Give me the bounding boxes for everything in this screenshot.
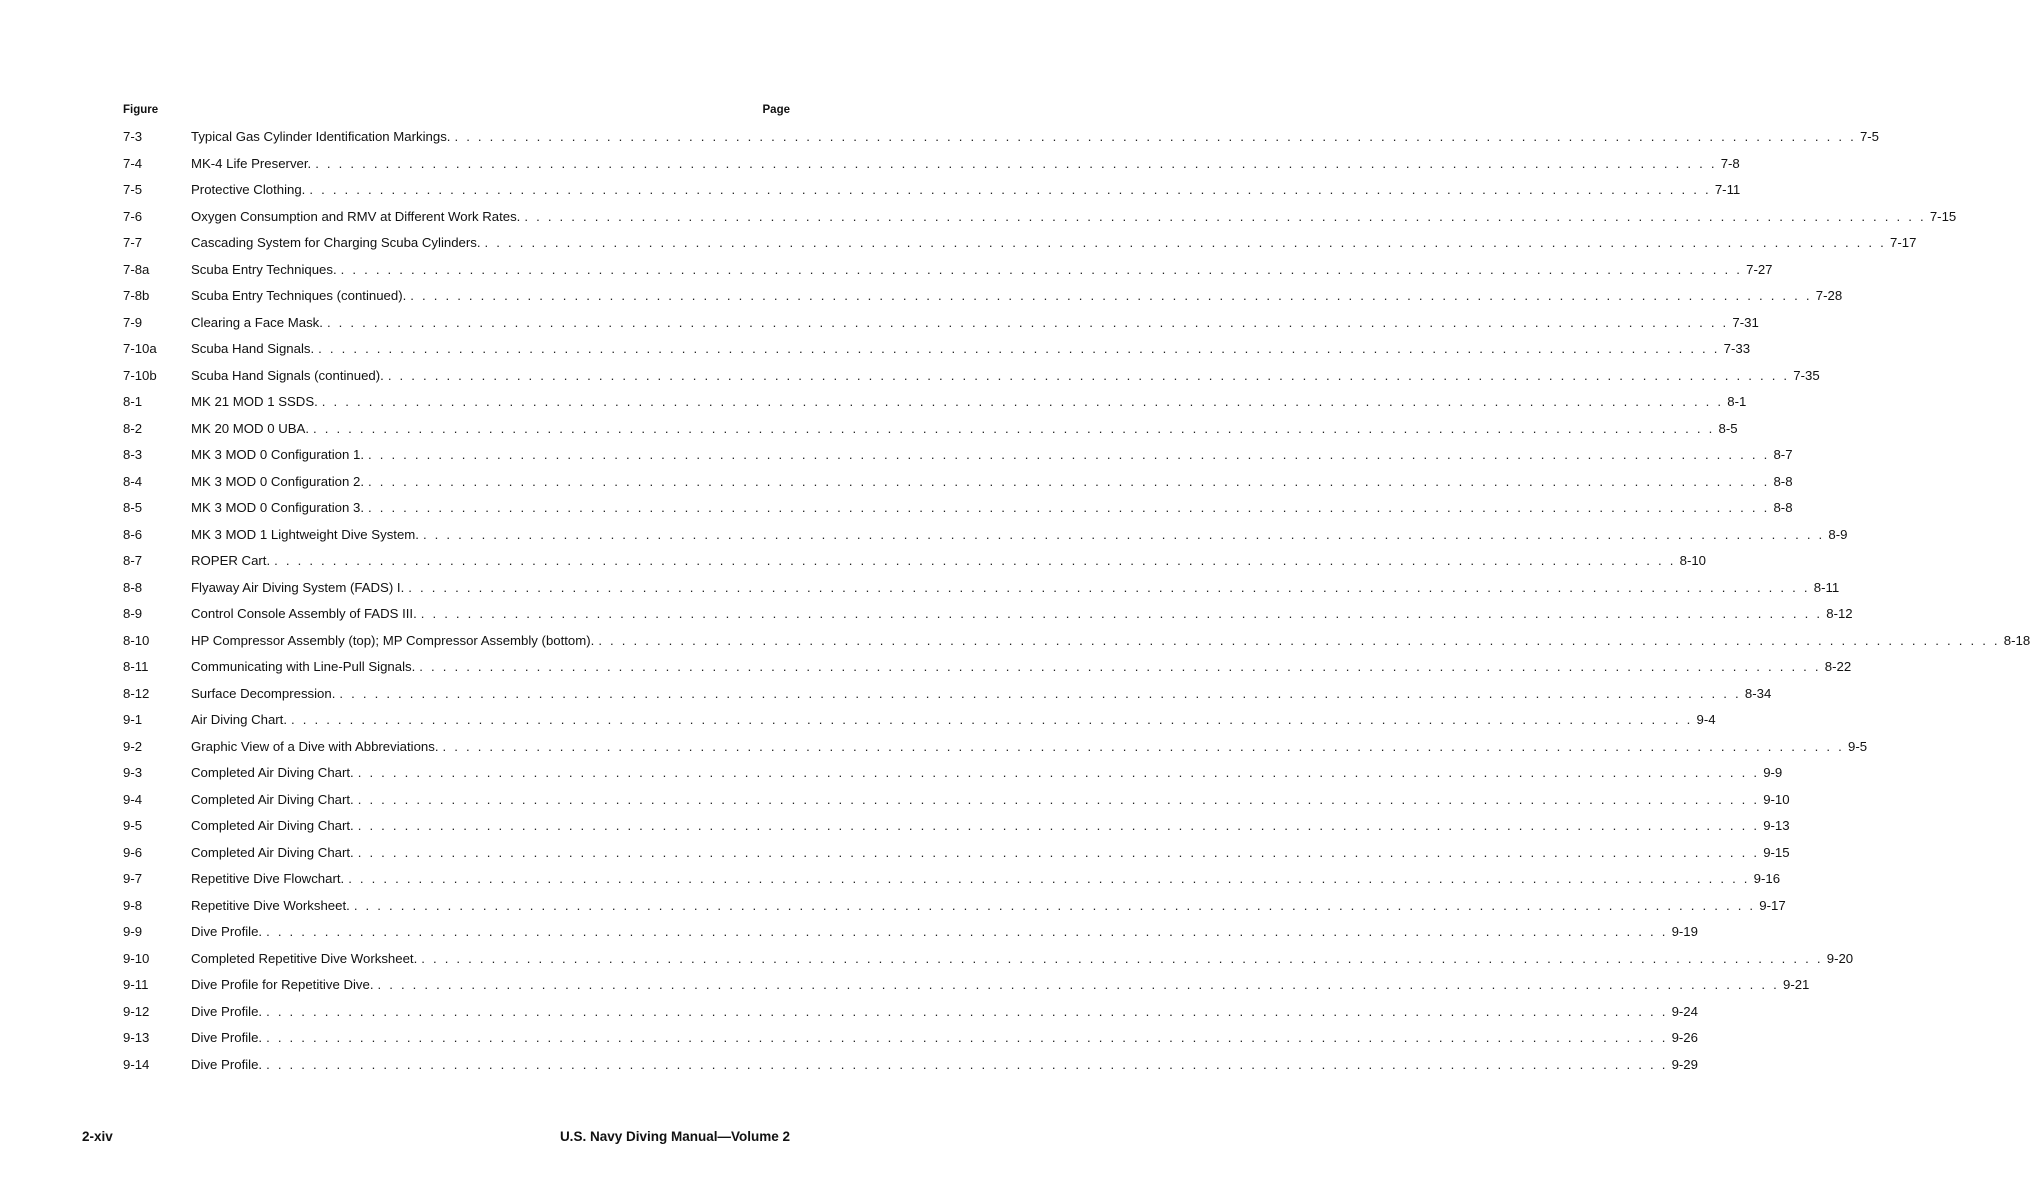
figure-column-header: Figure bbox=[123, 104, 159, 116]
figure-number: 8-8 bbox=[123, 579, 143, 595]
figure-page-number: 8-5 bbox=[1718, 420, 1738, 436]
figure-title: Dive Profile for Repetitive Dive. bbox=[191, 977, 374, 992]
dot-leader: . . . . . . . . . . . . . . . . . . . . . . . . . . . . . . . . . . . . . . . . . . . . . . . . . . . . . . . . . . . . . . . . . . . . . . . . . . . . . . . . . . . . . . . . . . . . . . . . . . . . . . . . . . . . . . . . . . . . . . . . bbox=[321, 394, 1724, 409]
dot-leader: . . . . . . . . . . . . . . . . . . . . . . . . . . . . . . . . . . . . . . . . . . . . . . . . . . . . . . . . . . . . . . . . . . . . . . . . . . . . . . . . . . . . . . . . . . . . . . . . . . . . . . . . . . . . . . . . . . . . . . . . bbox=[357, 765, 1760, 780]
figure-title: Typical Gas Cylinder Identification Markings. bbox=[191, 129, 451, 144]
list-item bbox=[123, 182, 1741, 209]
dot-leader: . . . . . . . . . . . . . . . . . . . . . . . . . . . . . . . . . . . . . . . . . . . . . . . . . . . . . . . . . . . . . . . . . . . . . . . . . . . . . . . . . . . . . . . . . . . . . . . . . . . . . . . . . . . . . . . . . . . . . . . . bbox=[408, 579, 1810, 595]
figure-title: Completed Air Diving Chart. bbox=[191, 818, 354, 833]
list-item bbox=[123, 1056, 1698, 1084]
list-item bbox=[123, 447, 1793, 474]
figure-page-number: 7-8 bbox=[1720, 155, 1740, 171]
figure-title: Protective Clothing. bbox=[191, 182, 306, 197]
figure-title: MK 3 MOD 0 Configuration 2. bbox=[191, 473, 364, 489]
figure-title: Scuba Entry Techniques (continued). bbox=[191, 288, 407, 303]
list-item bbox=[123, 897, 1786, 925]
dot-leader: . . . . . . . . . . . . . . . . . . . . . . . . . . . . . . . . . . . . . . . . . . . . . . . . . . . . . . . . . . . . . . . . . . . . . . . . . . . . . . . . . . . . . . . . . . . . . . . . . . . . . . . . . . . . . . . . . . . . . . . . bbox=[266, 924, 1668, 939]
figure-page-number: 7-33 bbox=[1723, 341, 1751, 356]
figure-page-number: 9-15 bbox=[1763, 844, 1790, 860]
figure-page-number: 8-8 bbox=[1773, 500, 1793, 515]
list-item bbox=[123, 791, 1790, 819]
figure-number: 9-4 bbox=[123, 791, 143, 807]
list-item bbox=[123, 367, 1820, 395]
figure-number: 7-5 bbox=[123, 182, 143, 197]
figure-page-number: 7-15 bbox=[1929, 208, 1957, 224]
figure-page-number: 8-8 bbox=[1773, 473, 1793, 489]
figure-number: 9-6 bbox=[123, 844, 143, 860]
figure-title: MK 3 MOD 0 Configuration 3. bbox=[191, 500, 364, 515]
figure-title: Communicating with Line-Pull Signals. bbox=[191, 659, 416, 674]
figure-page-number: 7-35 bbox=[1793, 367, 1820, 383]
figure-title: Dive Profile. bbox=[191, 924, 263, 939]
list-item bbox=[123, 712, 1716, 739]
figure-page-number: 8-9 bbox=[1828, 526, 1848, 542]
figure-page-number: 8-22 bbox=[1824, 659, 1852, 674]
list-item bbox=[123, 977, 1810, 1004]
list-item bbox=[123, 738, 1868, 766]
list-item bbox=[123, 659, 1852, 686]
list-item bbox=[123, 341, 1751, 368]
figure-page-number: 8-11 bbox=[1813, 579, 1840, 595]
dot-leader: . . . . . . . . . . . . . . . . . . . . . . . . . . . . . . . . . . . . . . . . . . . . . . . . . . . . . . . . . . . . . . . . . . . . . . . . . . . . . . . . . . . . . . . . . . . . . . . . . . . . . . . . . . . . . . . . . . . . . . . . bbox=[266, 1003, 1668, 1019]
figure-page-number: 8-18 bbox=[2003, 632, 2030, 648]
dot-leader: . . . . . . . . . . . . . . . . . . . . . . . . . . . . . . . . . . . . . . . . . . . . . . . . . . . . . . . . . . . . . . . . . . . . . . . . . . . . . . . . . . . . . . . . . . . . . . . . . . . . . . . . . . . . . . . . . . . . . . . . bbox=[315, 155, 1717, 171]
figure-number: 8-5 bbox=[123, 500, 143, 515]
dot-leader: . . . . . . . . . . . . . . . . . . . . . . . . . . . . . . . . . . . . . . . . . . . . . . . . . . . . . . . . . . . . . . . . . . . . . . . . . . . . . . . . . . . . . . . . . . . . . . . . . . . . . . . . . . . . . . . . . . . . . . . . bbox=[318, 341, 1720, 356]
figure-title: HP Compressor Assembly (top); MP Compressor Assembly (bottom). bbox=[191, 632, 595, 648]
dot-leader: . . . . . . . . . . . . . . . . . . . . . . . . . . . . . . . . . . . . . . . . . . . . . . . . . . . . . . . . . . . . . . . . . . . . . . . . . . . . . . . . . . . . . . . . . . . . . . . . . . . . . . . . . . . . . . . . . . . . . . . . bbox=[421, 950, 1823, 966]
figure-title: Scuba Hand Signals. bbox=[191, 341, 315, 356]
list-item bbox=[123, 420, 1738, 448]
dot-leader: . . . . . . . . . . . . . . . . . . . . . . . . . . . . . . . . . . . . . . . . . . . . . . . . . . . . . . . . . . . . . . . . . . . . . . . . . . . . . . . . . . . . . . . . . . . . . . . . . . . . . . . . . . . . . . . . . . . . . . . . bbox=[410, 288, 1812, 303]
dot-leader: . . . . . . . . . . . . . . . . . . . . . . . . . . . . . . . . . . . . . . . . . . . . . . . . . . . . . . . . . . . . . . . . . . . . . . . . . . . . . . . . . . . . . . . . . . . . . . . . . . . . . . . . . . . . . . . . . . . . . . . . bbox=[348, 871, 1750, 886]
dot-leader: . . . . . . . . . . . . . . . . . . . . . . . . . . . . . . . . . . . . . . . . . . . . . . . . . . . . . . . . . . . . . . . . . . . . . . . . . . . . . . . . . . . . . . . . . . . . . . . . . . . . . . . . . . . . . . . . . . . . . . . . bbox=[291, 712, 1693, 727]
dot-leader: . . . . . . . . . . . . . . . . . . . . . . . . . . . . . . . . . . . . . . . . . . . . . . . . . . . . . . . . . . . . . . . . . . . . . . . . . . . . . . . . . . . . . . . . . . . . . . . . . . . . . . . . . . . . . . . . . . . . . . . . bbox=[326, 314, 1729, 330]
figure-number: 8-12 bbox=[123, 685, 150, 701]
figure-title: Graphic View of a Dive with Abbreviations. bbox=[191, 738, 439, 754]
list-item bbox=[123, 288, 1843, 315]
page-column-header: Page bbox=[762, 104, 790, 116]
figure-page-number: 7-11 bbox=[1714, 182, 1741, 197]
figure-title: ROPER Cart. bbox=[191, 553, 271, 568]
list-item bbox=[123, 579, 1840, 607]
figure-page-number: 7-27 bbox=[1746, 261, 1773, 277]
list-item bbox=[123, 924, 1698, 951]
list-item bbox=[123, 1003, 1698, 1031]
figure-number: 8-11 bbox=[123, 659, 149, 674]
list-item bbox=[123, 314, 1759, 342]
figure-number: 8-10 bbox=[123, 632, 150, 648]
figure-title: Scuba Entry Techniques. bbox=[191, 261, 337, 277]
figure-number: 9-9 bbox=[123, 924, 143, 939]
dot-leader: . . . . . . . . . . . . . . . . . . . . . . . . . . . . . . . . . . . . . . . . . . . . . . . . . . . . . . . . . . . . . . . . . . . . . . . . . . . . . . . . . . . . . . . . . . . . . . . . . . . . . . . . . . . . . . . . . . . . . . . . bbox=[442, 738, 1844, 754]
figure-title: Completed Air Diving Chart. bbox=[191, 765, 354, 780]
dot-leader: . . . . . . . . . . . . . . . . . . . . . . . . . . . . . . . . . . . . . . . . . . . . . . . . . . . . . . . . . . . . . . . . . . . . . . . . . . . . . . . . . . . . . . . . . . . . . . . . . . . . . . . . . . . . . . . . . . . . . . . . bbox=[357, 844, 1760, 860]
figure-page-number: 9-5 bbox=[1848, 738, 1868, 754]
figure-title: Control Console Assembly of FADS III. bbox=[191, 606, 417, 621]
figure-number: 9-12 bbox=[123, 1003, 150, 1019]
list-item bbox=[123, 500, 1793, 527]
figure-title: Dive Profile. bbox=[191, 1003, 263, 1019]
figure-page-number: 9-29 bbox=[1671, 1056, 1698, 1072]
list-item bbox=[123, 1030, 1698, 1057]
figure-title: MK 3 MOD 0 Configuration 1. bbox=[191, 447, 364, 462]
figure-page-number: 9-24 bbox=[1671, 1003, 1698, 1019]
figure-number: 8-1 bbox=[123, 394, 143, 409]
figure-number: 9-8 bbox=[123, 897, 143, 913]
figure-number: 8-9 bbox=[123, 606, 143, 621]
figure-title: Scuba Hand Signals (continued). bbox=[191, 367, 384, 383]
list-of-figures bbox=[123, 129, 2030, 1083]
footer-page-number: 2-xiv bbox=[82, 1129, 113, 1144]
dot-leader: . . . . . . . . . . . . . . . . . . . . . . . . . . . . . . . . . . . . . . . . . . . . . . . . . . . . . . . . . . . . . . . . . . . . . . . . . . . . . . . . . . . . . . . . . . . . . . . . . . . . . . . . . . . . . . . . . . . . . . . . bbox=[524, 208, 1926, 224]
dot-leader: . . . . . . . . . . . . . . . . . . . . . . . . . . . . . . . . . . . . . . . . . . . . . . . . . . . . . . . . . . . . . . . . . . . . . . . . . . . . . . . . . . . . . . . . . . . . . . . . . . . . . . . . . . . . . . . . . . . . . . . . bbox=[367, 473, 1770, 489]
dot-leader: . . . . . . . . . . . . . . . . . . . . . . . . . . . . . . . . . . . . . . . . . . . . . . . . . . . . . . . . . . . . . . . . . . . . . . . . . . . . . . . . . . . . . . . . . . . . . . . . . . . . . . . . . . . . . . . . . . . . . . . . bbox=[274, 553, 1676, 568]
figure-title: Flyaway Air Diving System (FADS) I. bbox=[191, 579, 405, 595]
figure-number: 7-8b bbox=[123, 288, 150, 303]
list-item bbox=[123, 632, 2030, 660]
figure-title: Repetitive Dive Flowchart. bbox=[191, 871, 345, 886]
figure-title: MK 3 MOD 1 Lightweight Dive System. bbox=[191, 526, 419, 542]
dot-leader: . . . . . . . . . . . . . . . . . . . . . . . . . . . . . . . . . . . . . . . . . . . . . . . . . . . . . . . . . . . . . . . . . . . . . . . . . . . . . . . . . . . . . . . . . . . . . . . . . . . . . . . . . . . . . . . . . . . . . . . . bbox=[357, 791, 1760, 807]
dot-leader: . . . . . . . . . . . . . . . . . . . . . . . . . . . . . . . . . . . . . . . . . . . . . . . . . . . . . . . . . . . . . . . . . . . . . . . . . . . . . . . . . . . . . . . . . . . . . . . . . . . . . . . . . . . . . . . . . . . . . . . . bbox=[420, 606, 1823, 621]
list-item bbox=[123, 950, 1854, 978]
figure-title: Completed Repetitive Dive Worksheet. bbox=[191, 950, 418, 966]
dot-leader: . . . . . . . . . . . . . . . . . . . . . . . . . . . . . . . . . . . . . . . . . . . . . . . . . . . . . . . . . . . . . . . . . . . . . . . . . . . . . . . . . . . . . . . . . . . . . . . . . . . . . . . . . . . . . . . . . . . . . . . . bbox=[353, 897, 1756, 913]
figure-title: Dive Profile. bbox=[191, 1030, 263, 1045]
dot-leader: . . . . . . . . . . . . . . . . . . . . . . . . . . . . . . . . . . . . . . . . . . . . . . . . . . . . . . . . . . . . . . . . . . . . . . . . . . . . . . . . . . . . . . . . . . . . . . . . . . . . . . . . . . . . . . . . . . . . . . . . bbox=[387, 367, 1790, 383]
figure-page-number: 8-34 bbox=[1744, 685, 1772, 701]
figure-page-number: 8-1 bbox=[1727, 394, 1747, 409]
figure-page-number: 8-7 bbox=[1773, 447, 1793, 462]
figure-number: 9-14 bbox=[123, 1056, 150, 1072]
figure-number: 8-4 bbox=[123, 473, 143, 489]
figure-page-number: 8-12 bbox=[1826, 606, 1853, 621]
figure-number: 7-10b bbox=[123, 367, 157, 383]
figure-number: 9-13 bbox=[123, 1030, 150, 1045]
list-item bbox=[123, 685, 1772, 713]
dot-leader: . . . . . . . . . . . . . . . . . . . . . . . . . . . . . . . . . . . . . . . . . . . . . . . . . . . . . . . . . . . . . . . . . . . . . . . . . . . . . . . . . . . . . . . . . . . . . . . . . . . . . . . . . . . . . . . . . . . . . . . . bbox=[266, 1030, 1668, 1045]
figure-number: 7-7 bbox=[123, 235, 143, 250]
figure-number: 9-10 bbox=[123, 950, 150, 966]
list-item bbox=[123, 208, 1957, 236]
figure-page-number: 7-5 bbox=[1859, 129, 1880, 144]
dot-leader: . . . . . . . . . . . . . . . . . . . . . . . . . . . . . . . . . . . . . . . . . . . . . . . . . . . . . . . . . . . . . . . . . . . . . . . . . . . . . . . . . . . . . . . . . . . . . . . . . . . . . . . . . . . . . . . . . . . . . . . . bbox=[454, 129, 1856, 144]
figure-number: 9-7 bbox=[123, 871, 143, 886]
dot-leader: . . . . . . . . . . . . . . . . . . . . . . . . . . . . . . . . . . . . . . . . . . . . . . . . . . . . . . . . . . . . . . . . . . . . . . . . . . . . . . . . . . . . . . . . . . . . . . . . . . . . . . . . . . . . . . . . . . . . . . . . bbox=[377, 977, 1779, 992]
dot-leader: . . . . . . . . . . . . . . . . . . . . . . . . . . . . . . . . . . . . . . . . . . . . . . . . . . . . . . . . . . . . . . . . . . . . . . . . . . . . . . . . . . . . . . . . . . . . . . . . . . . . . . . . . . . . . . . . . . . . . . . . bbox=[340, 261, 1743, 277]
list-item bbox=[123, 473, 1793, 501]
dot-leader: . . . . . . . . . . . . . . . . . . . . . . . . . . . . . . . . . . . . . . . . . . . . . . . . . . . . . . . . . . . . . . . . . . . . . . . . . . . . . . . . . . . . . . . . . . . . . . . . . . . . . . . . . . . . . . . . . . . . . . . . bbox=[367, 500, 1770, 515]
figure-number: 9-3 bbox=[123, 765, 143, 780]
figure-page-number: 7-17 bbox=[1890, 235, 1917, 250]
figure-page-number: 9-21 bbox=[1782, 977, 1810, 992]
figure-title: MK-4 Life Preserver. bbox=[191, 155, 312, 171]
list-item bbox=[123, 844, 1790, 872]
figure-title: Oxygen Consumption and RMV at Different Work Rates. bbox=[191, 208, 521, 224]
figure-number: 7-10a bbox=[123, 341, 157, 356]
list-item bbox=[123, 155, 1740, 183]
list-item bbox=[123, 394, 1747, 421]
dot-leader: . . . . . . . . . . . . . . . . . . . . . . . . . . . . . . . . . . . . . . . . . . . . . . . . . . . . . . . . . . . . . . . . . . . . . . . . . . . . . . . . . . . . . . . . . . . . . . . . . . . . . . . . . . . . . . . . . . . . . . . . bbox=[422, 526, 1825, 542]
dot-leader: . . . . . . . . . . . . . . . . . . . . . . . . . . . . . . . . . . . . . . . . . . . . . . . . . . . . . . . . . . . . . . . . . . . . . . . . . . . . . . . . . . . . . . . . . . . . . . . . . . . . . . . . . . . . . . . . . . . . . . . . bbox=[339, 685, 1741, 701]
figure-title: Surface Decompression. bbox=[191, 685, 336, 701]
figure-number: 8-6 bbox=[123, 526, 143, 542]
figure-page-number: 8-10 bbox=[1679, 553, 1707, 568]
figure-page-number: 9-17 bbox=[1759, 897, 1786, 913]
figure-page-number: 7-31 bbox=[1732, 314, 1759, 330]
figure-page-number: 9-16 bbox=[1753, 871, 1781, 886]
figure-number: 7-8a bbox=[123, 261, 150, 277]
dot-leader: . . . . . . . . . . . . . . . . . . . . . . . . . . . . . . . . . . . . . . . . . . . . . . . . . . . . . . . . . . . . . . . . . . . . . . . . . . . . . . . . . . . . . . . . . . . . . . . . . . . . . . . . . . . . . . . . . . . . . . . . bbox=[357, 818, 1760, 833]
figure-title: Clearing a Face Mask. bbox=[191, 314, 323, 330]
figure-page-number: 9-19 bbox=[1671, 924, 1698, 939]
dot-leader: . . . . . . . . . . . . . . . . . . . . . . . . . . . . . . . . . . . . . . . . . . . . . . . . . . . . . . . . . . . . . . . . . . . . . . . . . . . . . . . . . . . . . . . . . . . . . . . . . . . . . . . . . . . . . . . . . . . . . . . . bbox=[309, 182, 1711, 197]
figure-number: 7-6 bbox=[123, 208, 143, 224]
figure-number: 9-11 bbox=[123, 977, 149, 992]
dot-leader: . . . . . . . . . . . . . . . . . . . . . . . . . . . . . . . . . . . . . . . . . . . . . . . . . . . . . . . . . . . . . . . . . . . . . . . . . . . . . . . . . . . . . . . . . . . . . . . . . . . . . . . . . . . . . . . . . . . . . . . . bbox=[419, 659, 1821, 674]
dot-leader: . . . . . . . . . . . . . . . . . . . . . . . . . . . . . . . . . . . . . . . . . . . . . . . . . . . . . . . . . . . . . . . . . . . . . . . . . . . . . . . . . . . . . . . . . . . . . . . . . . . . . . . . . . . . . . . . . . . . . . . . bbox=[367, 447, 1770, 462]
figure-title: Repetitive Dive Worksheet. bbox=[191, 897, 350, 913]
figure-number: 7-3 bbox=[123, 129, 143, 144]
figure-number: 9-2 bbox=[123, 738, 143, 754]
dot-leader: . . . . . . . . . . . . . . . . . . . . . . . . . . . . . . . . . . . . . . . . . . . . . . . . . . . . . . . . . . . . . . . . . . . . . . . . . . . . . . . . . . . . . . . . . . . . . . . . . . . . . . . . . . . . . . . . . . . . . . . . bbox=[266, 1056, 1668, 1072]
figure-number: 9-5 bbox=[123, 818, 143, 833]
list-item bbox=[123, 818, 1790, 845]
list-item bbox=[123, 261, 1773, 289]
figure-title: Dive Profile. bbox=[191, 1056, 263, 1072]
figure-title: MK 21 MOD 1 SSDS. bbox=[191, 394, 318, 409]
figure-number: 8-7 bbox=[123, 553, 143, 568]
list-item bbox=[123, 129, 1880, 156]
figure-number: 9-1 bbox=[123, 712, 143, 727]
figure-page-number: 9-20 bbox=[1826, 950, 1854, 966]
figure-page-number: 9-4 bbox=[1696, 712, 1716, 727]
footer-manual-title: U.S. Navy Diving Manual—Volume 2 bbox=[559, 1129, 790, 1144]
figure-title: Air Diving Chart. bbox=[191, 712, 288, 727]
dot-leader: . . . . . . . . . . . . . . . . . . . . . . . . . . . . . . . . . . . . . . . . . . . . . . . . . . . . . . . . . . . . . . . . . . . . . . . . . . . . . . . . . . . . . . . . . . . . . . . . . . . . . . . . . . . . . . . . . . . . . . . . bbox=[484, 235, 1887, 250]
dot-leader: . . . . . . . . . . . . . . . . . . . . . . . . . . . . . . . . . . . . . . . . . . . . . . . . . . . . . . . . . . . . . . . . . . . . . . . . . . . . . . . . . . . . . . . . . . . . . . . . . . . . . . . . . . . . . . . . . . . . . . . . bbox=[313, 420, 1715, 436]
figure-number: 8-2 bbox=[123, 420, 143, 436]
figure-title: Completed Air Diving Chart. bbox=[191, 791, 354, 807]
figure-number: 7-9 bbox=[123, 314, 143, 330]
figure-number: 7-4 bbox=[123, 155, 143, 171]
figure-page-number: 9-26 bbox=[1671, 1030, 1698, 1045]
figure-page-number: 7-28 bbox=[1815, 288, 1843, 303]
list-item bbox=[123, 235, 1917, 262]
list-item bbox=[123, 526, 1848, 554]
figure-page-number: 9-13 bbox=[1763, 818, 1790, 833]
list-item bbox=[123, 765, 1783, 792]
list-item bbox=[123, 606, 1853, 633]
list-item bbox=[123, 871, 1781, 898]
figure-title: MK 20 MOD 0 UBA. bbox=[191, 420, 309, 436]
figure-title: Completed Air Diving Chart. bbox=[191, 844, 354, 860]
figure-title: Cascading System for Charging Scuba Cylinders. bbox=[191, 235, 481, 250]
dot-leader: . . . . . . . . . . . . . . . . . . . . . . . . . . . . . . . . . . . . . . . . . . . . . . . . . . . . . . . . . . . . . . . . . . . . . . . . . . . . . . . . . . . . . . . . . . . . . . . . . . . . . . . . . . . . . . . . . . . . . . . . bbox=[598, 632, 2000, 648]
figure-page-number: 9-9 bbox=[1763, 765, 1783, 780]
figure-page-number: 9-10 bbox=[1763, 791, 1790, 807]
list-item bbox=[123, 553, 1707, 580]
figure-number: 8-3 bbox=[123, 447, 143, 462]
